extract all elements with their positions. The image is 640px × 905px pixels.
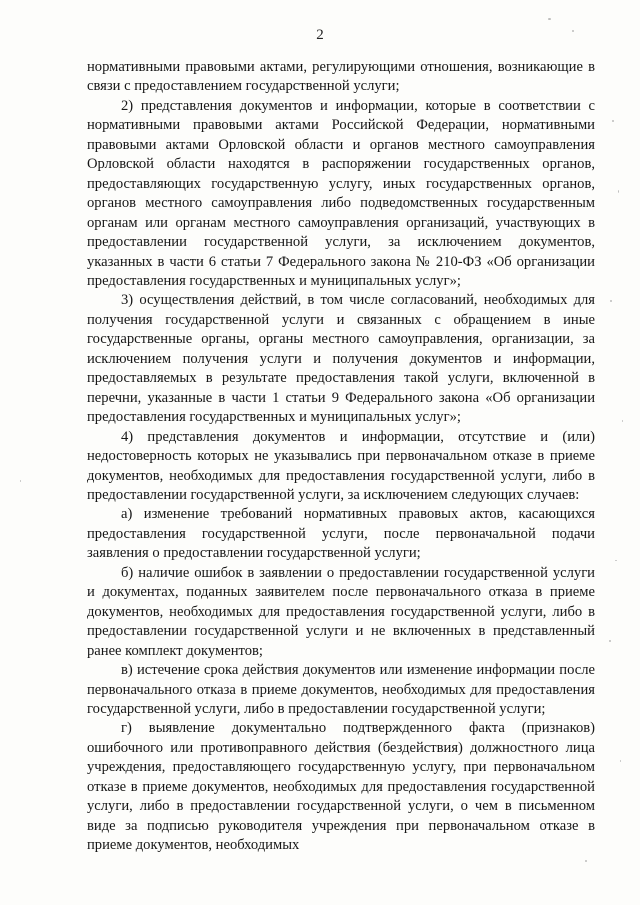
page-number: 2 xyxy=(316,27,324,43)
paragraph-subitem-b: б) наличие ошибок в заявлении о предоставлении государственной услуги и документах, поданных заявителем после первоначального отказа в приеме документов, необходимых для предоставления государственной услуги, либо в предоставлении государственной услуги и не включенных в представленный ранее комплект документов; xyxy=(87,564,595,659)
paragraph-continuation: нормативными правовыми актами, регулирующими отношения, возникающие в связи с предоставлением государственной услуги; xyxy=(87,59,595,95)
paragraph-item-2: 2) представления документов и информации, которые в соответствии с нормативными правовыми актами Российской Федерации, нормативными правовыми актами Орловской области и органов местного самоуправления Орловской области находятся в распоряжении государственных органов, предоставляющих государственную услугу, иных государственных органов, органов местного самоуправления либо подведомственных государственным органам или органам местного самоуправления организаций, участвующих в предоставлении государственной услуги, за исключением документов, указанных в части 6 статьи 7 Федерального закона № 210-ФЗ «Об организации предоставления государственных и муниципальных услуг»; xyxy=(87,97,595,289)
paragraph-subitem-v: в) истечение срока действия документов или изменение информации после первоначального отказа в приеме документов, необходимых для предоставления государственной услуги, либо в предоставлении государственной услуги; xyxy=(87,662,595,717)
paragraph-subitem-g: г) выявление документально подтвержденного факта (признаков) ошибочного или противоправного действия (бездействия) должностного лица учреждения, предоставляющего государственную услугу, при первоначальном отказе в приеме документов, необходимых для предоставления государственной услуги, либо в предоставлении государственной услуги, о чем в письменном виде за подписью руководителя учреждения при первоначальном отказе в приеме документов, необходимых xyxy=(87,720,595,854)
document-body xyxy=(87,58,595,856)
paragraph-subitem-a: а) изменение требований нормативных правовых актов, касающихся предоставления государственной услуги, после первоначальной подачи заявления о предоставлении государственной услуги; xyxy=(87,506,595,562)
paragraph-item-4: 4) представления документов и информации, отсутствие и (или) недостоверность которых не указывались при первоначальном отказе в приеме документов, необходимых для предоставления государственной услуги, либо в предоставлении государственной услуги, за исключением следующих случаев: xyxy=(87,428,595,503)
paragraph-item-3: 3) осуществления действий, в том числе согласований, необходимых для получения государственной услуги и связанных с обращением в иные государственные органы, органы местного самоуправления, организации, за исключением получения услуги и получения документов и информации, предоставляемых в результате предоставления такой услуги, включенной в перечни, указанные в части 1 статьи 9 Федерального закона «Об организации предоставления государственных и муниципальных услуг»; xyxy=(87,292,595,426)
